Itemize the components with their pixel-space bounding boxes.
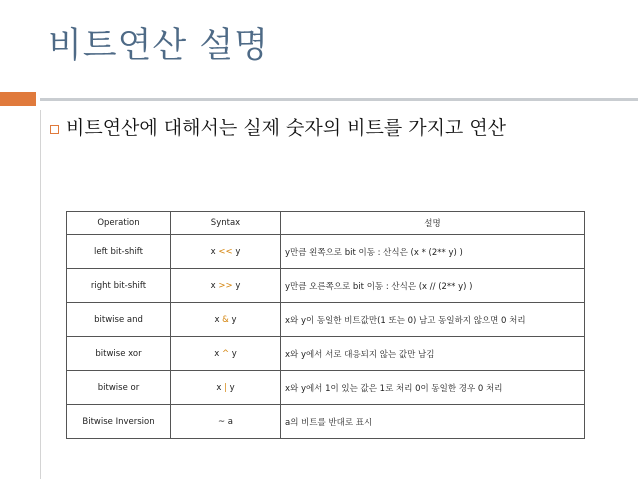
cell-operation: Bitwise Inversion: [67, 405, 171, 439]
table-row: [67, 269, 585, 303]
bullet-text: 비트연산에 대해서는 실제 숫자의 비트를 가지고 연산: [66, 117, 507, 139]
slide-title: 비트연산 설명: [48, 26, 269, 66]
syntax-left: x: [210, 246, 219, 257]
syntax-left: x: [216, 382, 225, 393]
cell-operation: bitwise and: [67, 303, 171, 337]
syntax-left: x: [210, 280, 219, 291]
syntax-operator: >>: [218, 280, 233, 291]
table-row: [67, 337, 585, 371]
table-row: [67, 235, 585, 269]
cell-syntax: [171, 405, 281, 439]
syntax-operator: ^: [221, 348, 230, 359]
cell-syntax: [171, 269, 281, 303]
cell-operation: bitwise or: [67, 371, 171, 405]
bullet-square-icon: [50, 125, 59, 134]
cell-operation: right bit-shift: [67, 269, 171, 303]
syntax-right: y: [229, 348, 237, 359]
cell-description: x와 y에서 1이 있는 값은 1로 처리 0이 동일한 경우 0 처리: [281, 371, 585, 405]
left-margin-line: [40, 110, 41, 479]
cell-description: x와 y이 동일한 비트값만(1 또는 0) 남고 동일하지 않으면 0 처리: [281, 303, 585, 337]
syntax-left: x: [214, 348, 222, 359]
header-operation: Operation: [67, 212, 171, 235]
cell-description: x와 y에서 서로 대응되지 않는 값만 남김: [281, 337, 585, 371]
title-divider: [40, 98, 638, 101]
cell-description: y만큼 오른쪽으로 bit 이동 : 산식은 (x // (2** y) ): [281, 269, 585, 303]
syntax-operator: &: [222, 314, 229, 325]
syntax-operator: |: [224, 382, 227, 393]
syntax-left: ~ a: [217, 416, 234, 427]
table-row: [67, 371, 585, 405]
bit-operations-table: [66, 211, 585, 439]
cell-syntax: [171, 303, 281, 337]
syntax-right: y: [228, 314, 237, 325]
cell-description: y만큼 왼쪽으로 bit 이동 : 산식은 (x * (2** y) ): [281, 235, 585, 269]
accent-block: [0, 92, 36, 106]
cell-syntax: [171, 337, 281, 371]
header-syntax: Syntax: [171, 212, 281, 235]
table-header-row: [67, 212, 585, 235]
cell-syntax: [171, 371, 281, 405]
cell-operation: bitwise xor: [67, 337, 171, 371]
cell-syntax: [171, 235, 281, 269]
syntax-right: y: [232, 280, 241, 291]
header-description: 설명: [281, 212, 585, 235]
syntax-operator: <<: [218, 246, 233, 257]
table-row: [67, 405, 585, 439]
syntax-right: y: [232, 246, 241, 257]
syntax-right: y: [226, 382, 235, 393]
cell-operation: left bit-shift: [67, 235, 171, 269]
cell-description: a의 비트를 반대로 표시: [281, 405, 585, 439]
syntax-left: x: [214, 314, 223, 325]
table-row: [67, 303, 585, 337]
